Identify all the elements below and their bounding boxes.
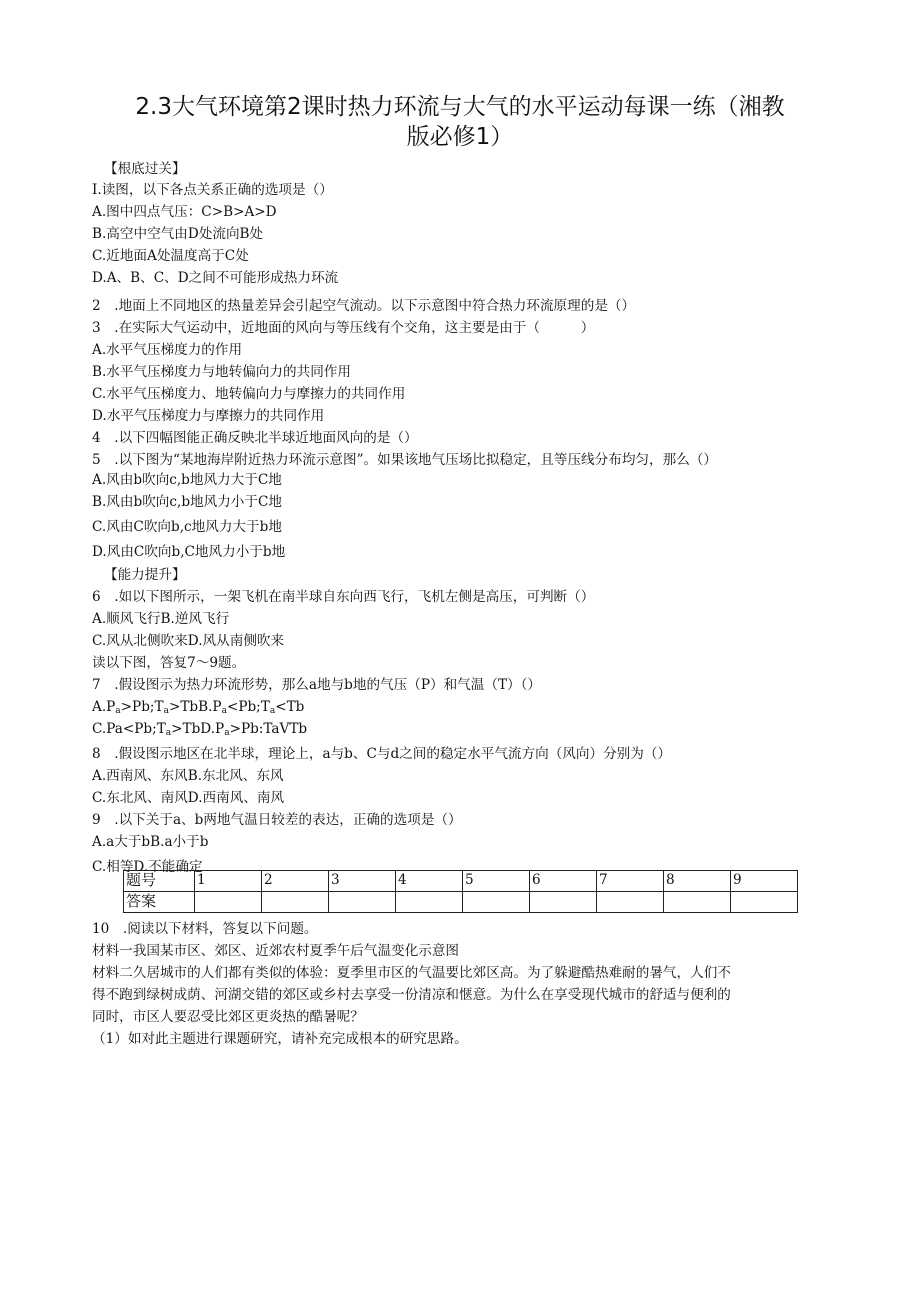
number-cell-1: 1	[195, 871, 262, 892]
q4-stem: 4 .以下四幅图能正确反映北半球近地面风向的是（）	[92, 430, 418, 446]
q5-option-d: D.风由C吹向b,C地风力小于b地	[92, 544, 286, 560]
number-cell-4: 4	[396, 871, 463, 892]
q9-options-ab: A.a大于bB.a小于b	[92, 834, 209, 850]
q3-option-a: A.水平气压梯度力的作用	[92, 342, 243, 358]
q10-material-2-line-3: 同时，市区人要忍受比郊区更炎热的酷暑呢？	[92, 1009, 364, 1025]
number-row-label: 题号	[124, 871, 195, 892]
title-line-1: 2.3大气环境第2课时热力环流与大气的水平运动每课一练（湘教	[135, 94, 785, 120]
answer-cell-6[interactable]	[530, 892, 597, 913]
q8-stem: 8 .假设图示地区在北半球，理论上，a与b、C与d之间的稳定水平气流方向（风向）分别为（）	[92, 746, 672, 762]
q10-sub-question-1: （1）如对此主题进行课题研究，请补充完成根本的研究思路。	[92, 1031, 468, 1047]
q1-option-c: C.近地面A处温度高于C处	[92, 248, 249, 264]
q10-material-2-line-2: 得不跑到绿树成荫、河湖交错的郊区或乡村去享受一份清凉和惬意。为什么在享受现代城市的舒适与便利的	[92, 987, 731, 1003]
q7-options-ab: $A.P_a>Pb;T_a>TbB.P_a<Pb;T_a<Tb$	[92, 699, 305, 716]
document-title	[80, 92, 840, 152]
section-basic: 【根底过关】	[104, 161, 186, 177]
q5-option-b: B.风由b吹向c,b地风力小于C地	[92, 494, 282, 510]
answer-cell-8[interactable]	[664, 892, 731, 913]
q10-material-2-line-1: 材料二久居城市的人们都有类似的体验：夏季里市区的气温要比郊区高。为了躲避酷热难耐的暑气，人们不	[92, 965, 731, 981]
q3-stem: 3 .在实际大气运动中，近地面的风向与等压线有个交角，这主要是由于（ ）	[92, 320, 595, 336]
q5-option-a: A.风由b吹向c,b地风力大于C地	[92, 472, 282, 488]
number-cell-3: 3	[329, 871, 396, 892]
answer-cell-1[interactable]	[195, 892, 262, 913]
q8-options-cd: C.东北风、南风D.西南风、南风	[92, 790, 285, 806]
answer-row-label: 答案	[124, 892, 195, 913]
q3-option-c: C.水平气压梯度力、地转偏向力与摩擦力的共同作用	[92, 386, 406, 402]
q1-option-d: D.A、B、C、D之间不可能形成热力环流	[92, 270, 339, 286]
q10-material-1: 材料一我国某市区、郊区、近郊农村夏季午后气温变化示意图	[92, 943, 460, 959]
number-cell-7: 7	[597, 871, 664, 892]
q6-options-ab: A.顺风飞行B.逆风飞行	[92, 611, 230, 627]
q1-stem: I.读图，以下各点关系正确的选项是（）	[92, 182, 333, 198]
q7-stem: 7 .假设图示为热力环流形势，那么a地与b地的气压（P）和气温（T）（）	[92, 677, 541, 693]
number-cell-2: 2	[262, 871, 329, 892]
answer-cell-2[interactable]	[262, 892, 329, 913]
number-cell-6: 6	[530, 871, 597, 892]
answer-table-answer-row	[124, 892, 798, 913]
q5-stem: 5 .以下图为“某地海岸附近热力环流示意图”。如果该地气压场比拟稳定，且等压线分布均匀，那么（）	[92, 452, 717, 468]
answer-table	[123, 870, 798, 913]
number-cell-5: 5	[463, 871, 530, 892]
q1-option-b: B.高空中空气由D处流向B处	[92, 226, 264, 242]
answer-cell-4[interactable]	[396, 892, 463, 913]
answer-cell-5[interactable]	[463, 892, 530, 913]
number-cell-9: 9	[731, 871, 798, 892]
q2-stem: 2 .地面上不同地区的热量差异会引起空气流动。以下示意图中符合热力环流原理的是（）	[92, 298, 636, 314]
answer-cell-3[interactable]	[329, 892, 396, 913]
q7-options-cd: $C.Pa<Pb;T_a>TbD.P_a>Pb:TaVTb$	[92, 721, 308, 738]
section-advanced: 【能力提升】	[104, 567, 186, 583]
q3-option-d: D.水平气压梯度力与摩擦力的共同作用	[92, 408, 325, 424]
q9-stem: 9 .以下关于a、b两地气温日较差的表达，正确的选项是（）	[92, 812, 462, 828]
number-cell-8: 8	[664, 871, 731, 892]
title-line-2: 版必修1）	[406, 124, 514, 150]
answer-cell-9[interactable]	[731, 892, 798, 913]
q10-stem: 10 .阅读以下材料，答复以下问题。	[92, 921, 318, 937]
q5-option-c: C.风由C吹向b,c地风力大于b地	[92, 519, 282, 535]
q6-options-cd: C.风从北侧吹来D.风从南侧吹来	[92, 633, 285, 649]
q9-options-cd: C.相等D.不能确定	[92, 859, 203, 875]
answer-cell-7[interactable]	[597, 892, 664, 913]
q6-stem: 6 .如以下图所示，一架飞机在南半球自东向西飞行，飞机左侧是高压，可判断（）	[92, 589, 595, 605]
q8-options-ab: A.西南风、东风B.东北风、东风	[92, 768, 284, 784]
read-instruction: 读以下图，答复7～9题。	[92, 655, 246, 671]
answer-table-number-row	[124, 871, 798, 892]
q3-option-b: B.水平气压梯度力与地转偏向力的共同作用	[92, 364, 351, 380]
q1-option-a: A.图中四点气压：C>B>A>D	[92, 204, 277, 220]
